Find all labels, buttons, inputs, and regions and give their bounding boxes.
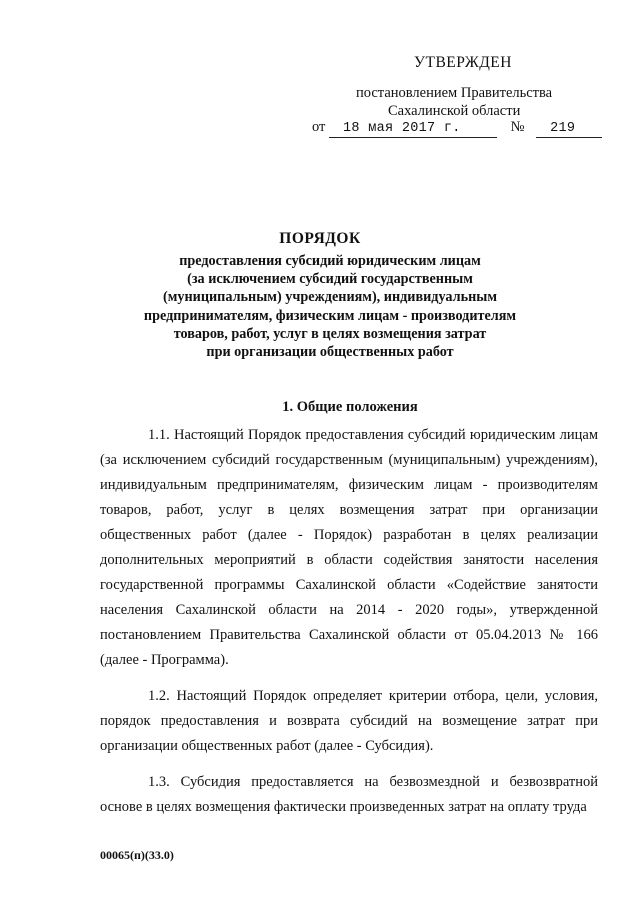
paragraph-1-1: 1.1. Настоящий Порядок предоставления субсидий юридическим лицам (за исключением субсидий государственным (муниципальным) учреждениям), индивидуальным предпринимателям, физическим лицам - производителям товаров, работ, услуг в целях возмещения затрат при организации общественных работ (далее - Порядок) разработан в целях реализации дополнительных мероприятий в области содействия занятости населения государственной программы Сахалинской области «Содействие занятости населения Сахалинской области на 2014 - 2020 годы», утвержденной постановлением Правительства Сахалинской области от 05.04.2013 № 166 (далее - Программа). (100, 427, 598, 668)
document-body (100, 423, 598, 820)
document-subtitle (100, 252, 560, 361)
document-title: ПОРЯДОК (279, 230, 361, 247)
subtitle-line: (муниципальным) учреждениям), индивидуальным (163, 289, 497, 306)
document-code: 00065(п)(33.0) (100, 848, 174, 862)
approval-stamp-title: УТВЕРЖДЕН (414, 54, 512, 71)
from-label: от (312, 119, 326, 135)
subtitle-line: предпринимателям, физическим лицам - производителям (143, 307, 517, 324)
approval-date-line (312, 119, 602, 138)
approval-number-field (536, 119, 602, 138)
subtitle-line: при организации общественных работ (206, 344, 454, 361)
number-label: № (510, 119, 525, 135)
approval-line-1: постановлением Правительства (356, 85, 553, 101)
approval-date: 18 мая 2017 г. (343, 121, 461, 136)
approval-line-2: Сахалинской области (388, 103, 521, 119)
section-heading: 1. Общие положения (282, 399, 418, 415)
approval-date-field (329, 119, 497, 138)
paragraph-1-2: 1.2. Настоящий Порядок определяет критерии отбора, цели, условия, порядок предоставления и возврата субсидий на возмещение затрат при организации общественных работ (далее - Субсидия). (100, 688, 598, 754)
subtitle-line: предоставления субсидий юридическим лицам (179, 253, 481, 269)
approval-number: 219 (550, 121, 576, 136)
subtitle-line: (за исключением субсидий государственным (187, 271, 473, 288)
paragraph-1-3: 1.3. Субсидия предоставляется на безвозмездной и безвозвратной основе в целях возмещения фактически произведенных затрат на оплату труда (100, 774, 598, 815)
subtitle-line: товаров, работ, услуг в целях возмещения затрат (173, 325, 487, 342)
